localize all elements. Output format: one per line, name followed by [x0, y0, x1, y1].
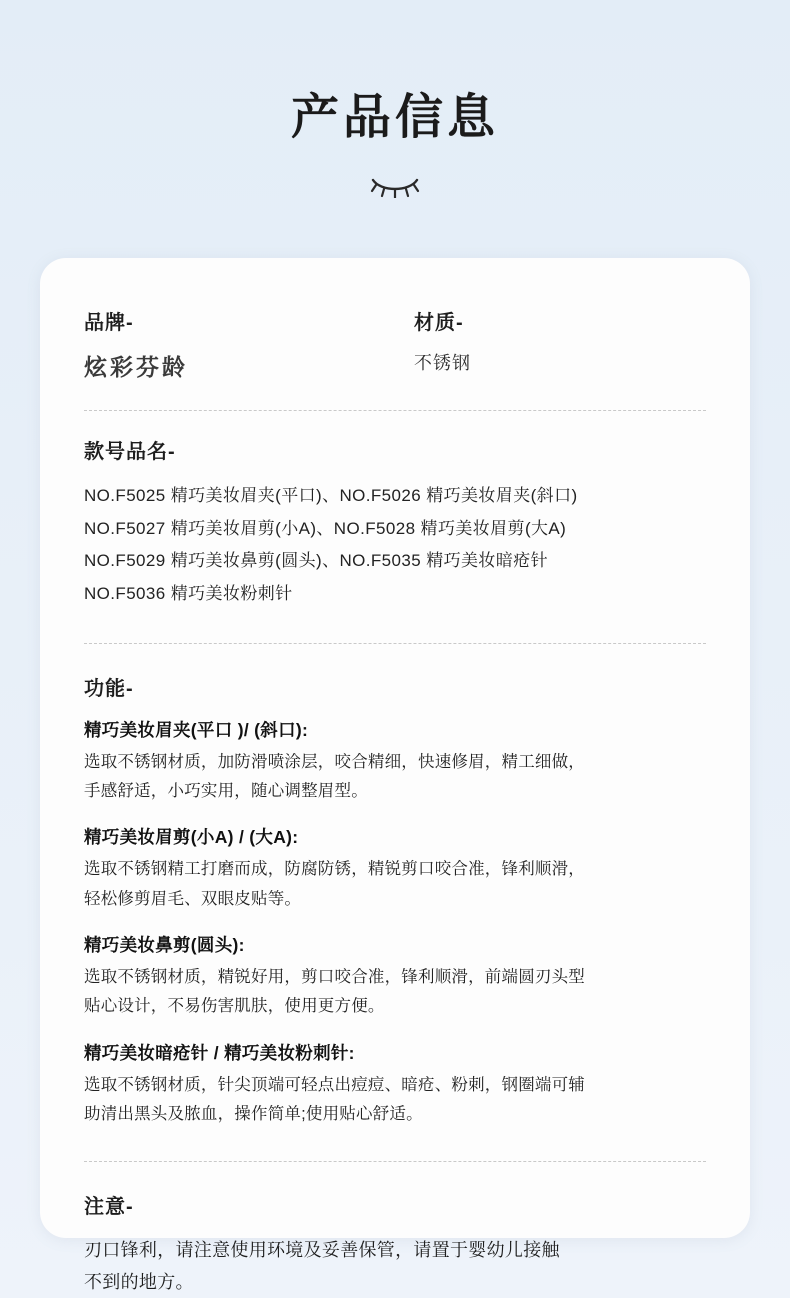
brand-value: 炫彩芬龄	[84, 354, 188, 380]
function-title: 精巧美妆眉夹(平口 )/ (斜口):	[84, 719, 309, 740]
functions-label: 功能-	[84, 677, 134, 700]
brand-field	[84, 306, 414, 382]
material-field	[414, 306, 706, 375]
divider	[84, 643, 706, 644]
eyelash-icon	[0, 174, 790, 200]
functions-section	[84, 672, 706, 1130]
divider	[84, 410, 706, 411]
notice-section	[84, 1190, 706, 1298]
material-label: 材质-	[414, 312, 464, 334]
function-line: 选取不锈钢材质，加防滑喷涂层，咬合精细，快速修眉，精工细做，	[84, 752, 585, 771]
models-list	[84, 480, 706, 611]
brand-label: 品牌-	[84, 312, 134, 334]
function-line: 贴心设计，不易伤害肌肤，使用更方便。	[84, 997, 385, 1016]
function-line: 轻松修剪眉毛、双眼皮贴等。	[84, 889, 302, 908]
notice-line: 刃口锋利，请注意使用环境及妥善保管，请置于婴幼儿接触	[84, 1240, 560, 1261]
model-line: NO.F5036 精巧美妆粉刺针	[84, 583, 293, 603]
page-header	[0, 0, 790, 200]
function-title: 精巧美妆眉剪(小A) / (大A):	[84, 827, 299, 848]
product-info-card	[40, 258, 750, 1292]
material-value: 不锈钢	[414, 353, 471, 373]
function-text	[84, 963, 706, 1022]
function-text	[84, 855, 706, 914]
model-line: NO.F5029 精巧美妆鼻剪(圆头)、NO.F5035 精巧美妆暗疮针	[84, 551, 549, 571]
function-title: 精巧美妆暗疮针 / 精巧美妆粉刺针:	[84, 1042, 355, 1063]
function-item	[84, 717, 706, 807]
function-item	[84, 1040, 706, 1130]
function-line: 选取不锈钢精工打磨而成，防腐防锈，精锐剪口咬合准，锋利顺滑，	[84, 860, 585, 879]
function-title: 精巧美妆鼻剪(圆头):	[84, 934, 245, 955]
model-line: NO.F5025 精巧美妆眉夹(平口)、NO.F5026 精巧美妆眉夹(斜口)	[84, 486, 578, 505]
function-line: 选取不锈钢材质，精锐好用，剪口咬合准，锋利顺滑，前端圆刃头型	[84, 967, 585, 986]
page-title: 产品信息	[290, 91, 499, 144]
function-line: 选取不锈钢材质，针尖顶端可轻点出痘痘、暗疮、粉刺，钢圈端可辅	[84, 1075, 585, 1094]
function-text	[84, 748, 706, 807]
notice-line: 不到的地方。	[84, 1271, 194, 1292]
model-line: NO.F5027 精巧美妆眉剪(小A)、NO.F5028 精巧美妆眉剪(大A)	[84, 518, 567, 538]
function-line: 手感舒适，小巧实用，随心调整眉型。	[84, 781, 368, 800]
notice-text	[84, 1235, 706, 1298]
models-label: 款号品名-	[84, 441, 176, 463]
brand-material-row	[84, 306, 706, 382]
function-text	[84, 1071, 706, 1130]
notice-label: 注意-	[84, 1196, 134, 1219]
models-section	[84, 435, 706, 611]
divider	[84, 1161, 706, 1162]
function-item	[84, 932, 706, 1022]
function-line: 助清出黑头及脓血，操作简单;使用贴心舒适。	[84, 1105, 423, 1124]
function-item	[84, 824, 706, 914]
